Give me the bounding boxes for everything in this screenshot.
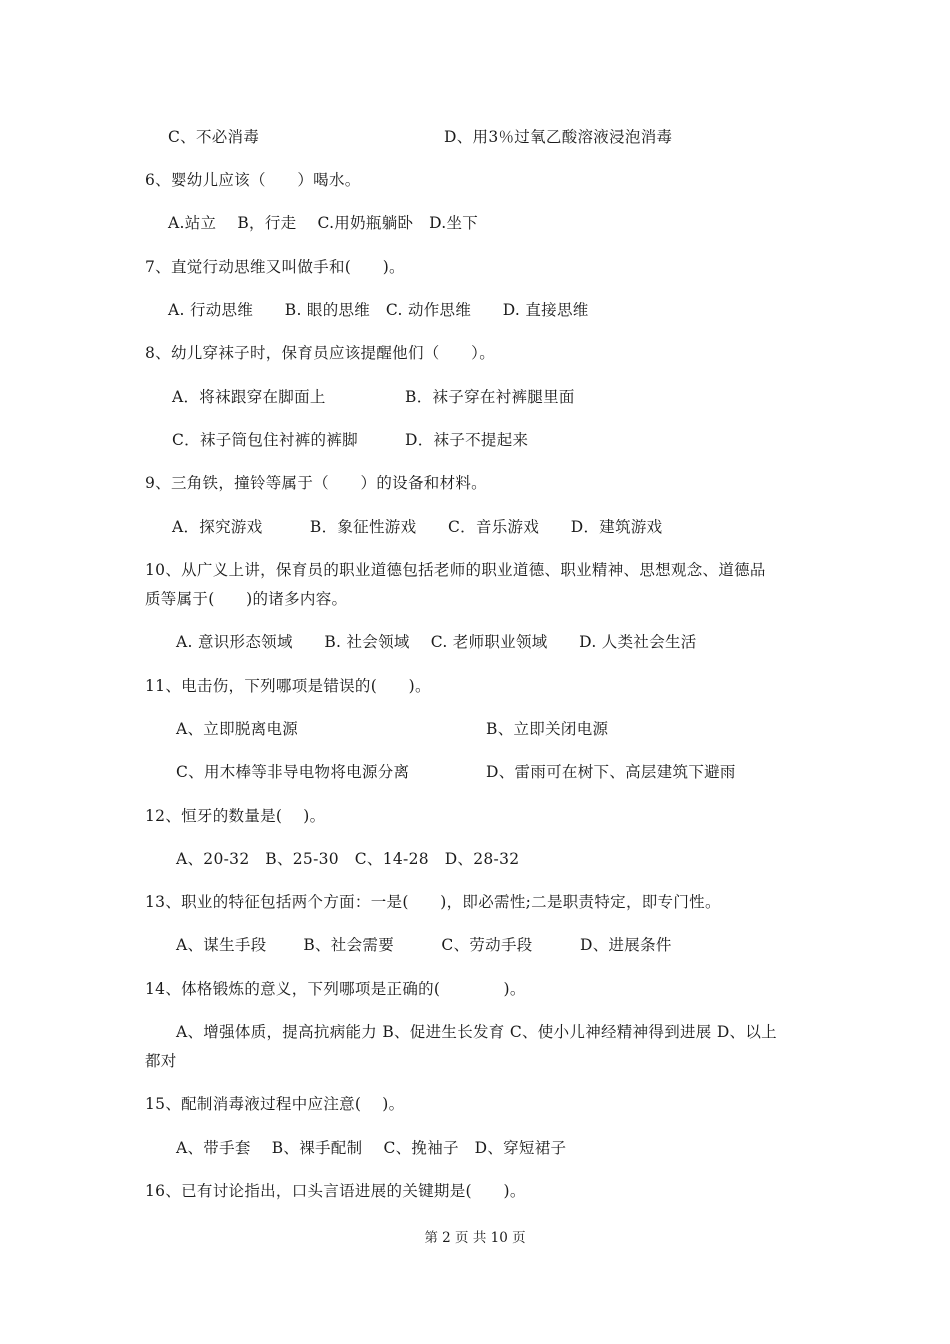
q11-option-c: C、用木棒等非导电物将电源分离 — [176, 763, 410, 781]
q11-option-d: D、雷雨可在树下、高层建筑下避雨 — [486, 763, 736, 781]
q8-stem: 8、幼儿穿袜子时，保育员应该提醒他们（ ）。 — [145, 344, 496, 362]
q11-option-b: B、立即关闭电源 — [486, 720, 609, 738]
q10-stem-line2: 质等属于( )的诸多内容。 — [145, 590, 348, 608]
q14-options-line1: A、增强体质，提高抗病能力 B、促进生长发育 C、使小儿神经精神得到进展 D、以上 — [176, 1023, 777, 1041]
q10-stem-line1: 10、从广义上讲，保育员的职业道德包括老师的职业道德、职业精神、思想观念、道德品 — [145, 561, 766, 579]
q14-options-line2: 都对 — [145, 1052, 177, 1070]
q14-stem: 14、体格锻炼的意义，下列哪项是正确的( )。 — [145, 980, 526, 998]
q11-stem: 11、电击伤，下列哪项是错误的( )。 — [145, 677, 431, 695]
q7-stem: 7、直觉行动思维又叫做手和( )。 — [145, 258, 405, 276]
q8-option-c: C．袜子筒包住衬裤的裤脚 — [172, 431, 358, 449]
q12-options: A、20-32 B、25-30 C、14-28 D、28-32 — [176, 850, 520, 868]
q11-option-a: A、立即脱离电源 — [176, 720, 299, 738]
q9-stem: 9、三角铁，撞铃等属于（ ）的设备和材料。 — [145, 474, 487, 492]
q16-stem: 16、已有讨论指出，口头言语进展的关键期是( )。 — [145, 1182, 526, 1200]
q8-option-d: D．袜子不提起来 — [405, 431, 529, 449]
q13-options: A、谋生手段 B、社会需要 C、劳动手段 D、进展条件 — [176, 936, 672, 954]
q10-options: A. 意识形态领域 B. 社会领域 C. 老师职业领域 D. 人类社会生活 — [176, 633, 697, 651]
q15-stem: 15、配制消毒液过程中应注意( )。 — [145, 1095, 405, 1113]
q5-option-d: D、用3％过氧乙酸溶液浸泡消毒 — [444, 128, 673, 146]
q15-options: A、带手套 B、裸手配制 C、挽袖子 D、穿短裙子 — [176, 1139, 567, 1157]
q6-stem: 6、婴幼儿应该（ ）喝水。 — [145, 171, 361, 189]
q8-option-a: A．将袜跟穿在脚面上 — [172, 388, 326, 406]
q5-option-c: C、不必消毒 — [168, 128, 260, 146]
q9-options: A．探究游戏 B．象征性游戏 C．音乐游戏 D．建筑游戏 — [172, 518, 663, 536]
q7-options: A. 行动思维 B. 眼的思维 C. 动作思维 D. 直接思维 — [168, 301, 589, 319]
q8-option-b: B．袜子穿在衬裤腿里面 — [405, 388, 575, 406]
q13-stem: 13、职业的特征包括两个方面：一是( )，即必需性;二是职责特定，即专门性。 — [145, 893, 721, 911]
q12-stem: 12、恒牙的数量是( )。 — [145, 807, 326, 825]
q6-options: A.站立 B，行走 C.用奶瓶躺卧 D.坐下 — [168, 214, 479, 232]
page-number-footer: 第 2 页 共 10 页 — [424, 1230, 526, 1246]
